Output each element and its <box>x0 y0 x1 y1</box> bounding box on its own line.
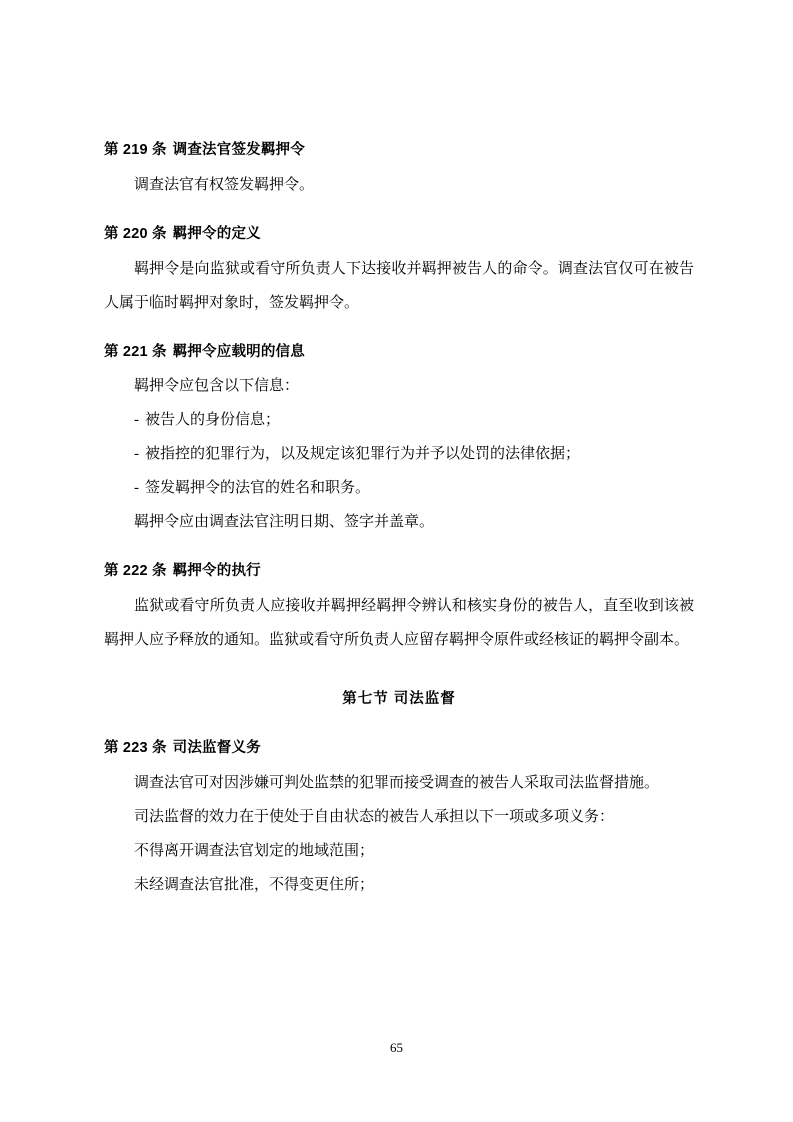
article-heading <box>104 140 694 162</box>
page-content <box>104 140 694 902</box>
article-number: 第 220 条 <box>104 225 167 242</box>
article-number: 第 223 条 <box>104 740 167 756</box>
article-219 <box>104 140 694 202</box>
article-heading <box>104 224 694 246</box>
article-heading <box>104 342 694 364</box>
spacer <box>104 320 694 342</box>
spacer <box>104 708 694 738</box>
article-title: 羁押令的定义 <box>172 225 261 242</box>
spacer <box>104 202 694 224</box>
list-item-text: 被告人的身份信息； <box>145 412 281 429</box>
article-number: 第 221 条 <box>104 343 167 360</box>
article-paragraph: 未经调查法官批准，不得变更住所； <box>134 876 375 893</box>
list-item-text: 签发羁押令的法官的姓名和职务。 <box>145 480 371 497</box>
spacer <box>104 539 694 561</box>
article-heading <box>104 561 694 583</box>
bullet-marker: - <box>134 412 139 429</box>
article-220 <box>104 224 694 320</box>
list-item <box>104 437 694 471</box>
list-item <box>104 403 694 437</box>
article-paragraph: 不得离开调查法官划定的地域范围； <box>134 842 375 859</box>
list-item-text: 被指控的犯罪行为，以及规定该犯罪行为并予以处罚的法律依据； <box>145 446 581 463</box>
bullet-marker: - <box>134 446 139 463</box>
article-221 <box>104 342 694 540</box>
article-paragraph: 调查法官可对因涉嫌可判处监禁的犯罪而接受调查的被告人采取司法监督措施。 <box>134 774 660 791</box>
article-title: 司法监督义务 <box>172 740 261 756</box>
article-paragraph: 羁押令是向监狱或看守所负责人下达接收并羁押被告人的命令。调查法官仅可在被告人属于临时羁押对象时，签发羁押令。 <box>104 260 694 311</box>
spacer <box>104 657 694 687</box>
article-222 <box>104 561 694 657</box>
article-title: 羁押令应载明的信息 <box>172 343 305 360</box>
article-paragraph: 司法监督的效力在于使处于自由状态的被告人承担以下一项或多项义务： <box>134 808 615 825</box>
article-paragraph: 调查法官有权签发羁押令。 <box>134 176 315 193</box>
article-title: 调查法官签发羁押令 <box>172 142 305 158</box>
list-item <box>104 471 694 505</box>
article-number: 第 222 条 <box>104 563 167 580</box>
article-paragraph: 羁押令应由调查法官注明日期、签字并盖章。 <box>134 514 435 531</box>
article-title: 羁押令的执行 <box>172 563 261 580</box>
article-paragraph: 监狱或看守所负责人应接收并羁押经羁押令辨认和核实身份的被告人，直至收到该被羁押人应予释放的通知。监狱或看守所负责人应留存羁押令原件或经核证的羁押令副本。 <box>104 598 694 648</box>
article-number: 第 219 条 <box>104 142 167 158</box>
article-heading <box>104 738 694 760</box>
article-paragraph: 羁押令应包含以下信息： <box>134 378 300 395</box>
section-title: 第七节 司法监督 <box>342 691 456 707</box>
page-number: 65 <box>390 1040 403 1055</box>
article-223 <box>104 738 694 902</box>
bullet-marker: - <box>134 480 139 497</box>
